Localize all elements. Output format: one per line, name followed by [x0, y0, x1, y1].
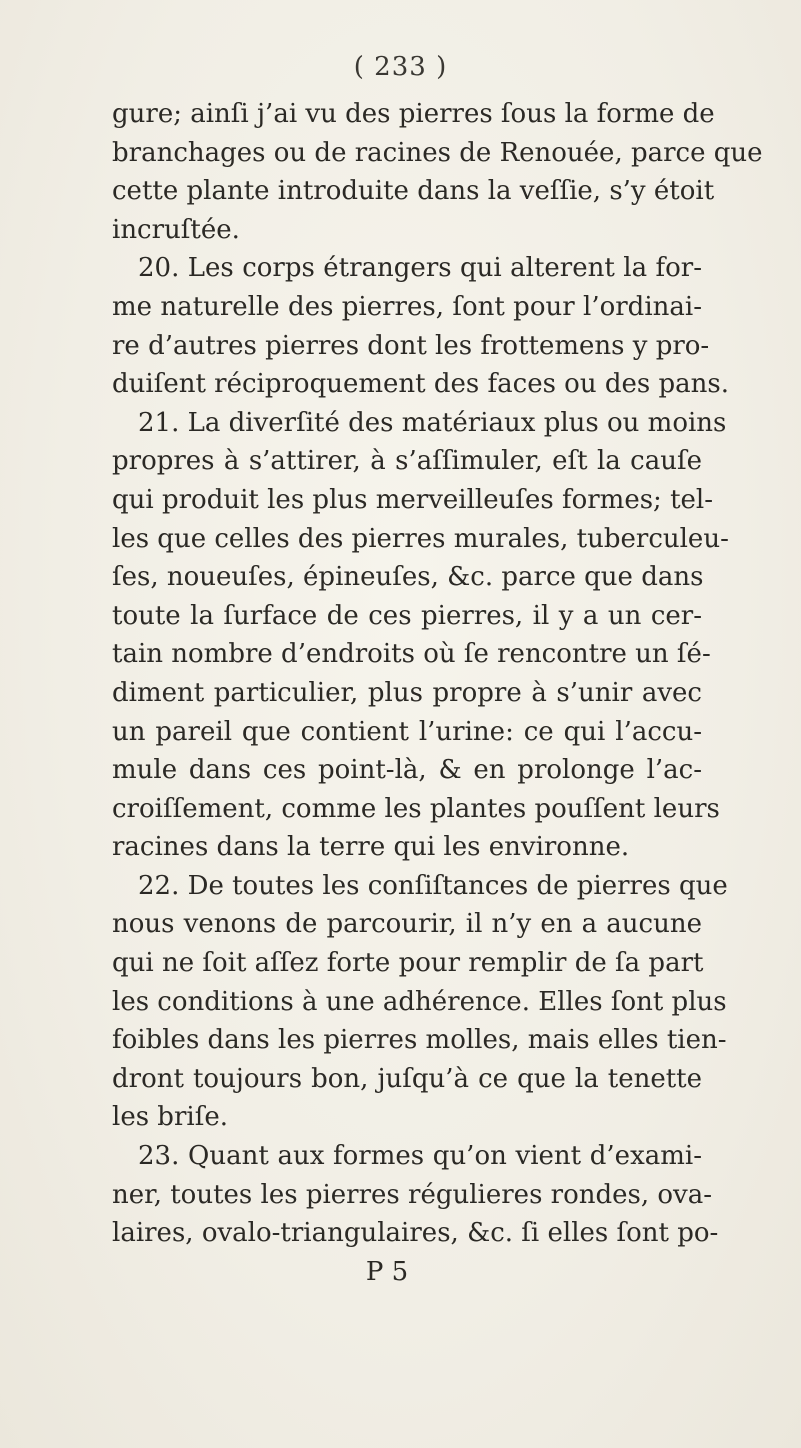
text-line: toute la ſurface de ces pierres, il y a un cer- [112, 600, 702, 631]
text-line: duiſent réciproquement des faces ou des pans. [112, 369, 729, 400]
text-line: 23. Quant aux formes qu’on vient d’exami- [138, 1141, 702, 1172]
text-line: nous venons de parcourir, il n’y en a aucune [112, 909, 702, 940]
text-line: les conditions à une adhérence. Elles ſont plus [112, 986, 727, 1017]
text-line: incruſtée. [112, 214, 240, 245]
text-line: dront toujours bon, juſqu’à ce que la tenette [112, 1063, 702, 1094]
text-line: me naturelle des pierres, ſont pour l’ordinai- [112, 291, 702, 322]
text-line: ner, toutes les pierres régulieres rondes, ova- [112, 1179, 713, 1210]
text-line: croiſſement, comme les plantes pouſſent leurs [112, 793, 720, 824]
text-line: qui ne ſoit aſſez forte pour remplir de ſa part [112, 948, 704, 979]
text-line: cette plante introduite dans la veſſie, s’y étoit [112, 176, 715, 207]
text-line: 20. Les corps étrangers qui alterent la for- [138, 253, 702, 284]
text-line: les briſe. [112, 1102, 228, 1133]
page-number: ( 233 ) [353, 52, 448, 82]
text-line: tain nombre d’endroits où ſe rencontre un ſé- [112, 639, 711, 670]
text-line: mule dans ces point-là, & en prolonge l’ac- [112, 755, 702, 786]
text-line: foibles dans les pierres molles, mais elles tien- [112, 1025, 727, 1056]
text-line: racines dans la terre qui les environne. [112, 832, 630, 863]
signature-mark: P 5 [365, 1256, 409, 1287]
text-line: diment particulier, plus propre à s’unir avec [112, 677, 702, 708]
text-line: branchages ou de racines de Renouée, parce que [112, 137, 763, 168]
text-line: qui produit les plus merveilleuſes formes; tel- [112, 484, 714, 515]
text-line: gure; ainſi j’ai vu des pierres ſous la forme de [112, 99, 715, 129]
text-line: laires, ovalo-triangulaires, &c. ſi elles ſont po- [112, 1218, 719, 1249]
text-line: ſes, noueuſes, épineuſes, &c. parce que dans [112, 562, 704, 593]
text-line: re d’autres pierres dont les frottemens y pro- [112, 330, 710, 361]
text-line: 21. La diverſité des matériaux plus ou moins [138, 407, 727, 438]
text-line: les que celles des pierres murales, tuberculeu- [112, 523, 729, 554]
text-line: un pareil que contient l’urine: ce qui l’accu- [112, 716, 702, 747]
text-line: 22. De toutes les conſiſtances de pierres que [138, 870, 728, 901]
body-text [112, 95, 763, 1291]
text-line: propres à s’attirer, à s’aſſimuler, eſt la cauſe [112, 446, 702, 477]
